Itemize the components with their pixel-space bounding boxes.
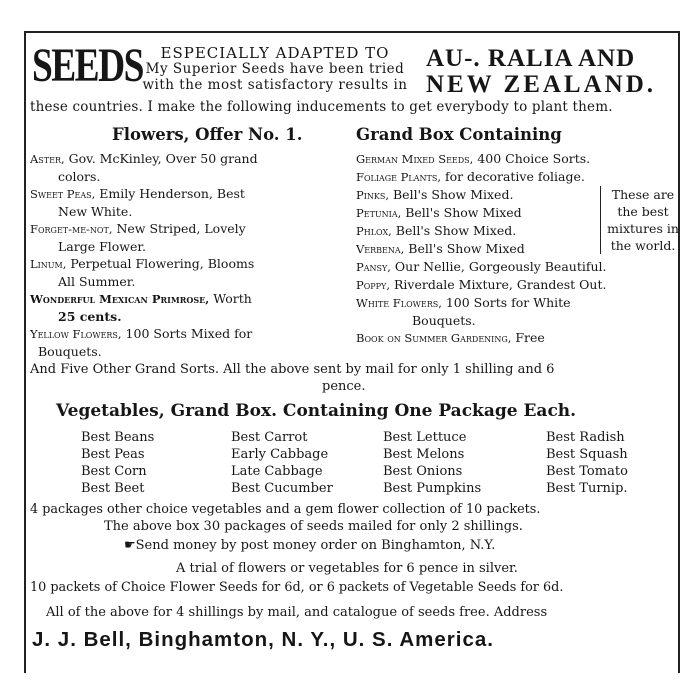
list-item: Late Cabbage [231, 464, 323, 479]
flower-name: Sweet Peas, [30, 187, 96, 201]
address-line: J. J. Bell, Binghamton, N. Y., U. S. America. [32, 628, 494, 651]
list-item: Phlox, Bell's Show Mixed. [356, 223, 517, 238]
list-item: Best Beet [81, 481, 145, 496]
list-item: Aster, Gov. McKinley, Over 50 grand [30, 151, 258, 166]
vegetable-column-2 [231, 429, 333, 497]
flower-name: Forget-me-not, [30, 222, 113, 236]
list-item: Early Cabbage [231, 447, 329, 462]
list-item: Petunia, Bell's Show Mixed [356, 205, 522, 220]
pointing-hand-icon: ☛ [124, 538, 136, 553]
list-item: Sweet Peas, Emily Henderson, Best [30, 186, 245, 201]
list-item: Best Onions [383, 464, 463, 479]
vegetable-column-1 [81, 429, 154, 497]
mixtures-note: These are the best mixtures in the world. [600, 186, 683, 254]
list-item: Yellow Flowers, 100 Sorts Mixed for [30, 326, 253, 341]
list-item: Best Cucumber [231, 481, 333, 496]
catalogue-offer: All of the above for 4 shillings by mail, and catalogue of seeds free. Address [46, 605, 548, 620]
list-item-continued: New White. [58, 204, 133, 219]
vegetables-title: Vegetables, Grand Box. Containing One Package Each. [56, 401, 577, 421]
list-item-continued: Bouquets. [38, 344, 102, 359]
vegetable-column-4 [546, 429, 628, 497]
list-item: Best Radish [546, 430, 625, 445]
list-item: Best Pumpkins [383, 481, 482, 496]
list-item-continued: Bouquets. [412, 313, 476, 328]
list-item: Forget-me-not, New Striped, Lovely [30, 221, 246, 236]
list-item-continued: colors. [58, 169, 101, 184]
flower-name: Linum, [30, 257, 67, 271]
country-new-zealand: NEW ZEALAND. [426, 71, 657, 98]
list-item: Best Peas [81, 447, 145, 462]
inducement-line: these countries. I make the following inducements to get everybody to plant them. [30, 99, 613, 115]
list-item: White Flowers, 100 Sorts for White [356, 295, 571, 310]
money-order-line: ☛Send money by post money order on Binghamton, N.Y. [124, 538, 496, 553]
flowers-offer-title: Flowers, Offer No. 1. [112, 125, 303, 144]
header-line-2: My Superior Seeds have been tried [145, 61, 405, 77]
list-item: Wonderful Mexican Primrose, Worth [30, 291, 252, 306]
list-item: Best Carrot [231, 430, 308, 445]
list-item: Best Beans [81, 430, 155, 445]
flower-name: Yellow Flowers, [30, 327, 122, 341]
seed-advertisement [24, 31, 680, 673]
list-item: Pansy, Our Nellie, Gorgeously Beautiful. [356, 259, 607, 274]
list-item-continued: Large Flower. [58, 239, 146, 254]
list-item: Pinks, Bell's Show Mixed. [356, 187, 514, 202]
flower-offer-price-cont: pence. [322, 379, 366, 394]
list-item: Poppy, Riverdale Mixture, Grandest Out. [356, 277, 607, 292]
list-item: Best Tomato [546, 464, 628, 479]
list-item: Book on Summer Gardening, Free [356, 330, 545, 345]
list-item: Best Squash [546, 447, 628, 462]
vegetables-price: The above box 30 packages of seeds mailed for only 2 shillings. [104, 519, 523, 534]
header-intro [130, 45, 420, 93]
list-item: Best Lettuce [383, 430, 467, 445]
list-item: Verbena, Bell's Show Mixed [356, 241, 525, 256]
header-line-3: with the most satisfactory results in [142, 77, 408, 93]
grand-box-title: Grand Box Containing [356, 125, 562, 144]
list-item: Best Corn [81, 464, 147, 479]
packet-offer: 10 packets of Choice Flower Seeds for 6d, or 6 packets of Vegetable Seeds for 6d. [30, 580, 564, 595]
list-item: Linum, Perpetual Flowering, Blooms [30, 256, 255, 271]
header-line-1: ESPECIALLY ADAPTED TO [160, 44, 390, 62]
flower-offer-price: And Five Other Grand Sorts. All the above sent by mail for only 1 shilling and 6 [30, 362, 555, 377]
list-item: Foliage Plants, for decorative foliage. [356, 169, 585, 184]
list-item: Best Turnip. [546, 481, 628, 496]
list-item: German Mixed Seeds, 400 Choice Sorts. [356, 151, 591, 166]
brand-heading: SEEDS [32, 39, 143, 92]
flower-name: Aster, [30, 152, 65, 166]
vegetable-column-3 [383, 429, 481, 497]
trial-offer: A trial of flowers or vegetables for 6 pence in silver. [176, 561, 518, 576]
list-item-continued: 25 cents. [58, 309, 122, 324]
country-australia: AU-. RALIA AND [426, 45, 636, 72]
flower-list [30, 150, 338, 360]
list-item: Best Melons [383, 447, 465, 462]
vegetables-extra: 4 packages other choice vegetables and a gem flower collection of 10 packets. [30, 502, 541, 517]
list-item-continued: All Summer. [58, 274, 136, 289]
flower-name: Wonderful Mexican Primrose, [30, 292, 210, 306]
